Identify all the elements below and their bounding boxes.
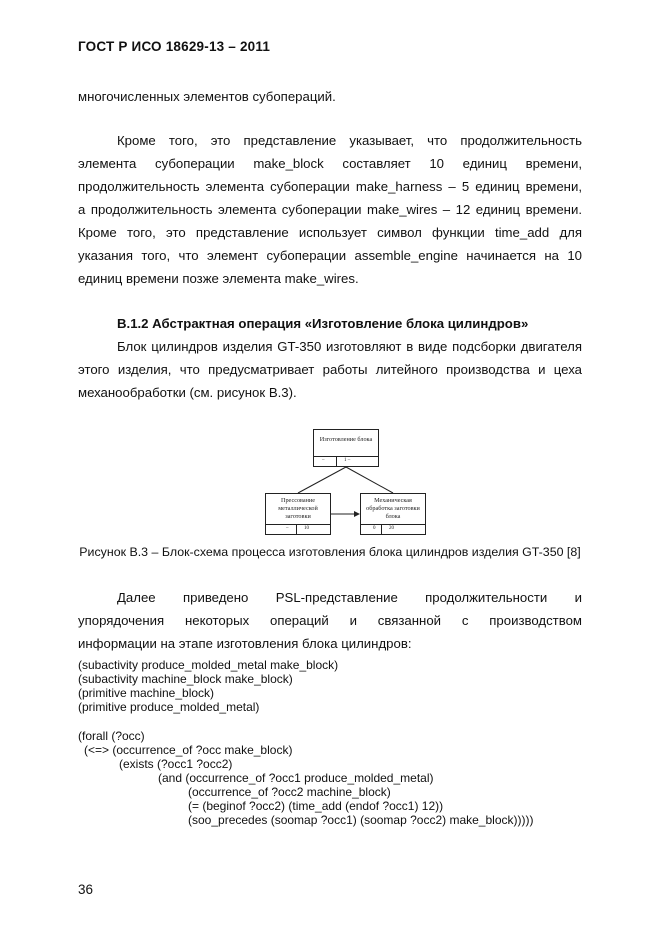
connector-line	[346, 467, 393, 493]
diagram-box-foot-mid: 20	[389, 526, 394, 531]
diagram-box-foot-mid: 10	[304, 526, 309, 531]
diagram-box-foot-mid: 1 –	[344, 458, 351, 463]
diagram-box-title: Изготовление блока	[319, 436, 373, 443]
paragraph-line: упорядочения некоторых операций и связанной с производством	[78, 613, 582, 628]
diagram-box-title: Прессование металлической заготовки	[278, 497, 318, 520]
paragraph-line: продолжительность элемента субоперации make_harness – 5 единиц времени,	[78, 179, 582, 194]
paragraph-line: Блок цилиндров изделия GT-350 изготовляют в виде подсборки двигателя	[117, 339, 582, 354]
code-line: (occurrence_of ?occ2 machine_block)	[188, 785, 391, 799]
diagram-box-foot-left: –	[322, 458, 325, 463]
paragraph-line: единиц времени позже элемента make_wires.	[78, 271, 359, 286]
code-line: (primitive produce_molded_metal)	[78, 700, 260, 714]
paragraph-line: механообработки (см. рисунок В.3).	[78, 385, 297, 400]
code-line: (subactivity machine_block make_block)	[78, 672, 293, 686]
diagram-box-foot-left: –	[286, 526, 289, 531]
code-line: (and (occurrence_of ?occ1 produce_molded_metal)	[158, 771, 434, 785]
code-line: (forall (?occ)	[78, 729, 145, 743]
diagram-box-foot-left: 0	[373, 526, 376, 531]
section-heading: В.1.2 Абстрактная операция «Изготовление блока цилиндров»	[117, 316, 529, 331]
code-line: (exists (?occ1 ?occ2)	[119, 757, 233, 771]
code-line: (subactivity produce_molded_metal make_block)	[78, 658, 339, 672]
paragraph-line: а продолжительность элемента субоперации make_wires – 12 единиц времени.	[78, 202, 582, 217]
document-header: ГОСТ Р ИСО 18629-13 – 2011	[78, 39, 271, 54]
code-line: (primitive machine_block)	[78, 686, 215, 700]
page-number: 36	[78, 882, 94, 897]
paragraph-line: Далее приведено PSL-представление продолжительности и	[117, 590, 582, 605]
figure-caption: Рисунок В.3 – Блок-схема процесса изготовления блока цилиндров изделия GT-350 [8]	[79, 545, 581, 559]
paragraph-line: многочисленных элементов субопераций.	[78, 89, 336, 104]
paragraph-line: этого изделия, что предусматривает работы литейного производства и цеха	[78, 362, 582, 377]
paragraph-line: элемента субоперации make_block составляет 10 единиц времени,	[78, 156, 582, 171]
paragraph-line: Кроме того, это представление указывает, что продолжительность	[117, 133, 582, 148]
code-line: (<=> (occurrence_of ?occ make_block)	[84, 743, 293, 757]
diagram-box-title: Механическая обработка заготовки блока	[366, 497, 420, 520]
paragraph-line: информации на этапе изготовления блока цилиндров:	[78, 636, 412, 651]
paragraph-line: Кроме того, это представление использует символ функции time_add для	[78, 225, 582, 240]
code-line: (= (beginof ?occ2) (time_add (endof ?occ1) 12))	[188, 799, 444, 813]
paragraph-line: указания того, что элемент субоперации assemble_engine начинается на 10	[78, 248, 582, 263]
connector-line	[298, 467, 346, 493]
code-line: (soo_precedes (soomap ?occ1) (soomap ?occ2) make_block)))))	[188, 813, 534, 827]
